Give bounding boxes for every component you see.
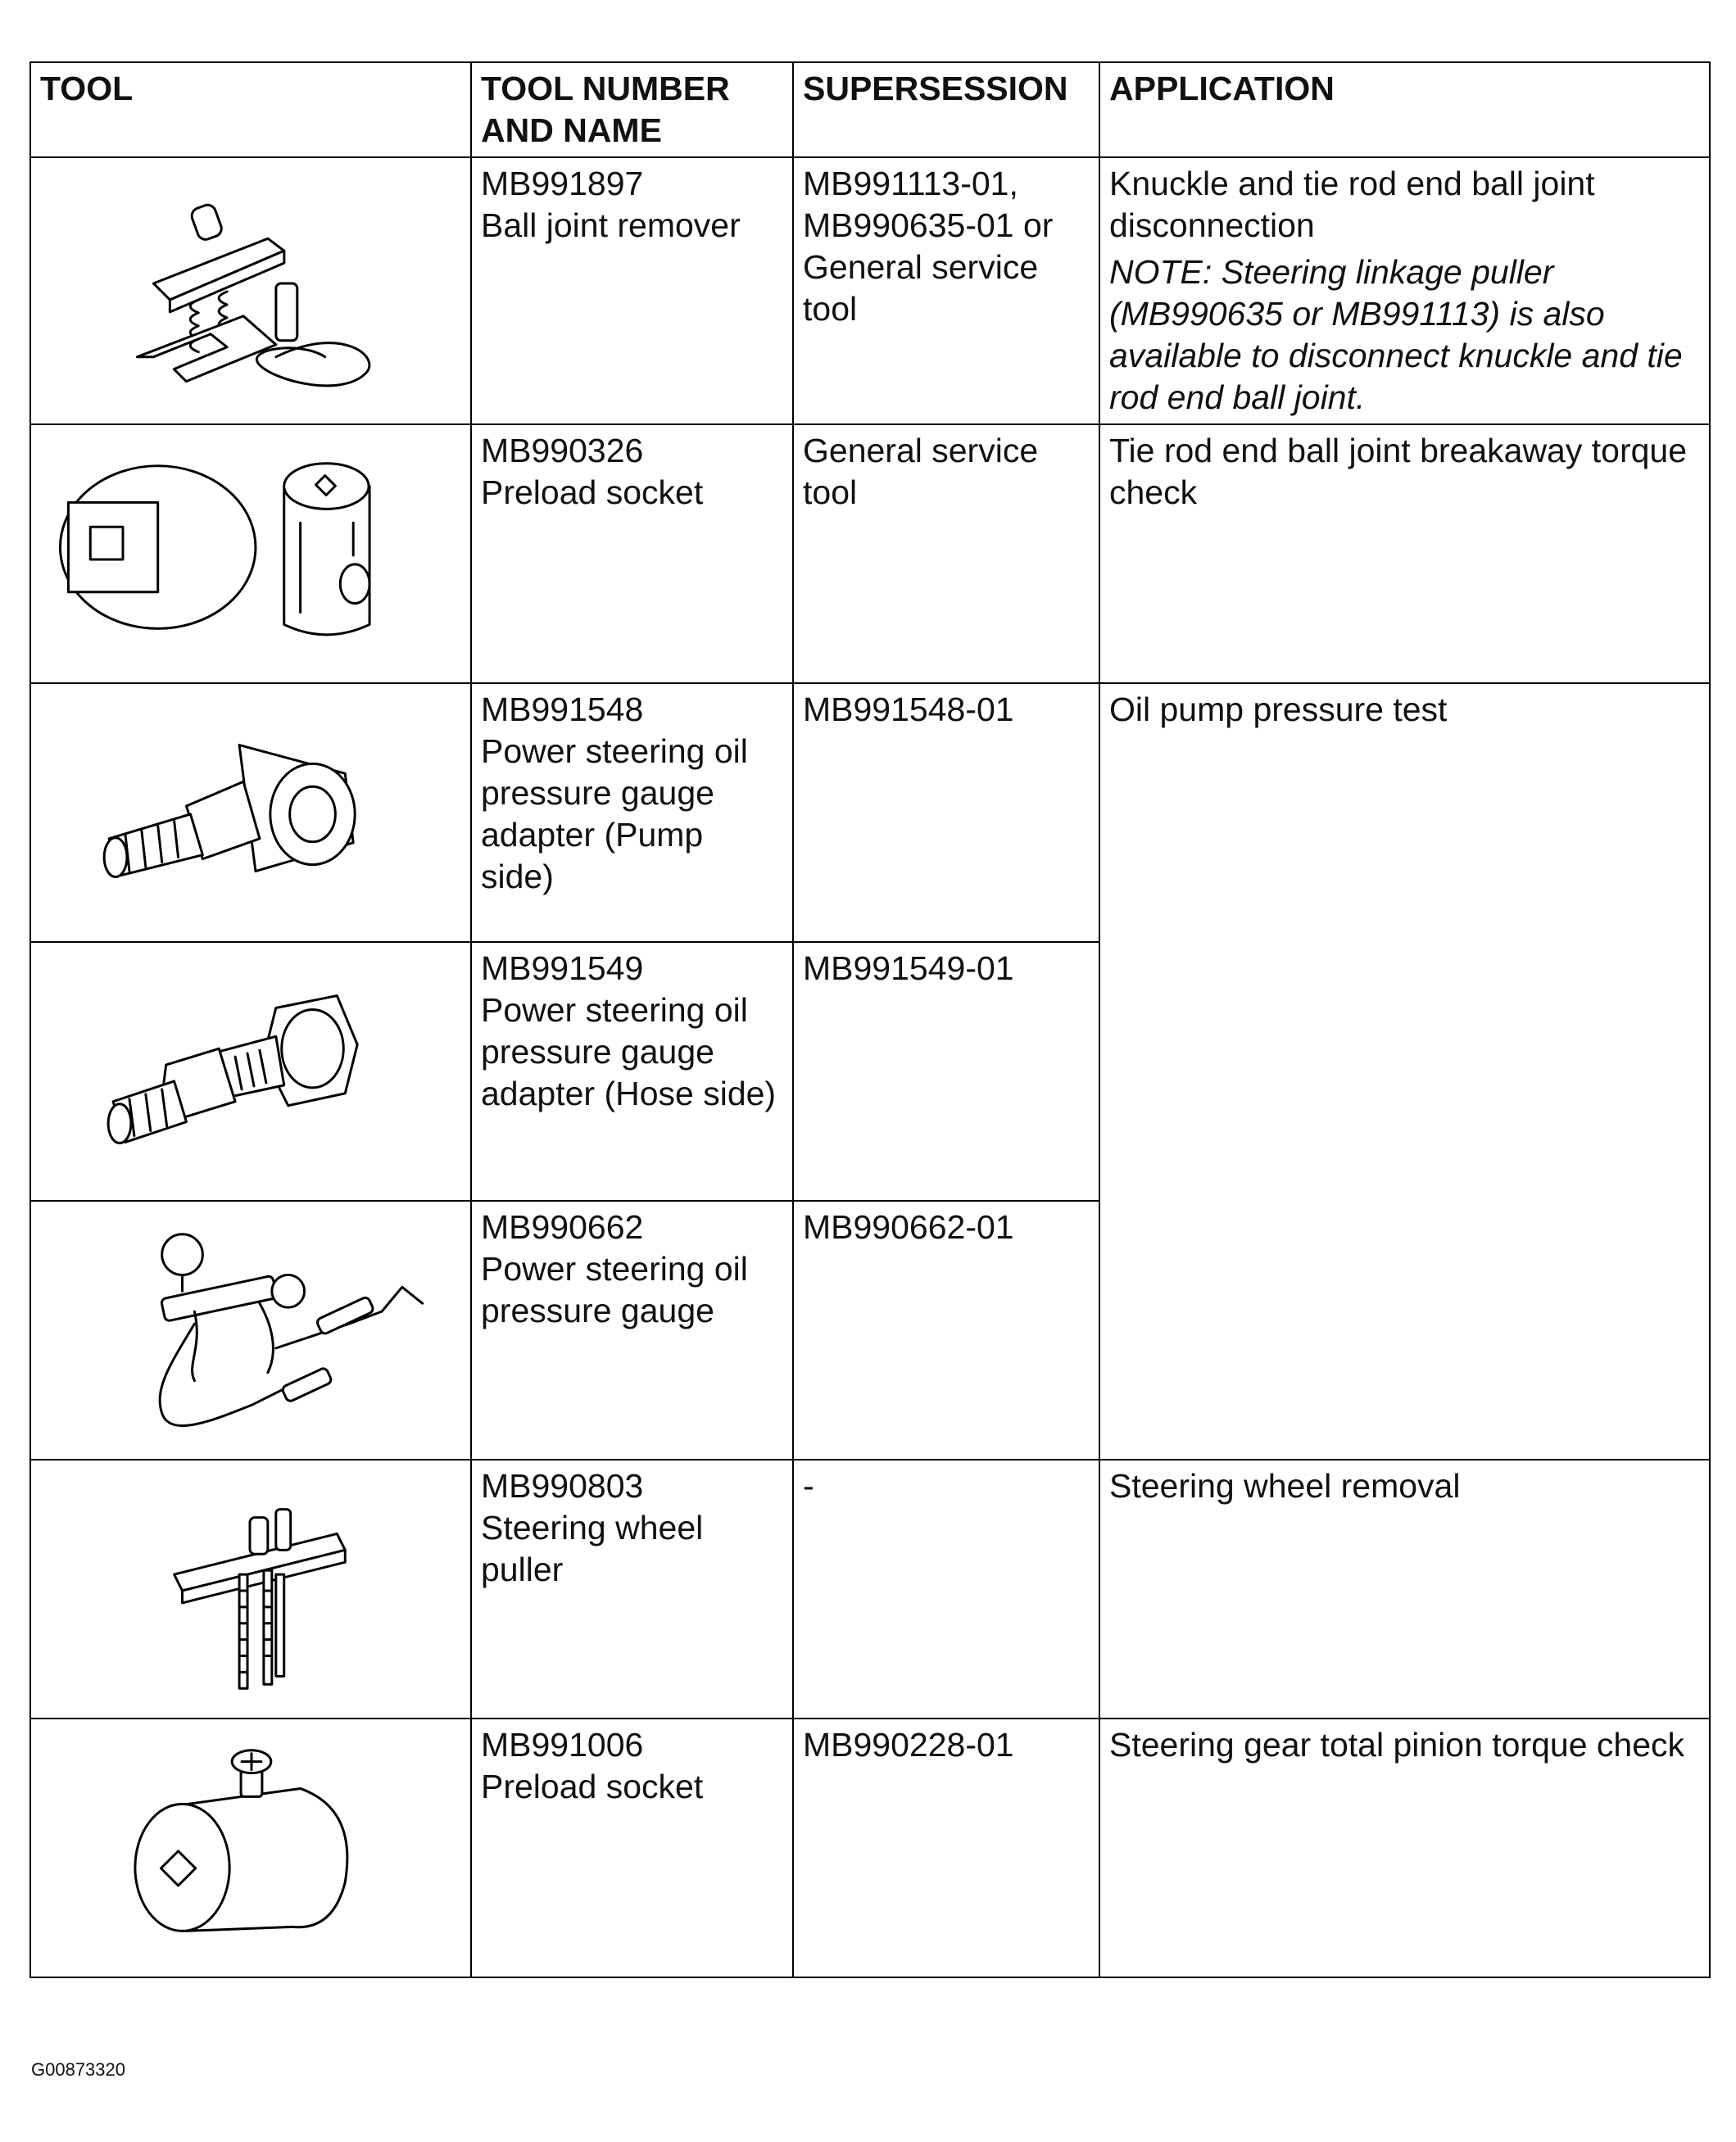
tool-illustration: [30, 1460, 471, 1719]
application-cell: [1099, 157, 1710, 424]
tool-name: Preload socket: [481, 1768, 704, 1805]
supersession-cell: MB991113-01, MB990635-01 or General service tool: [793, 157, 1099, 424]
application-cell: Oil pump pressure test: [1099, 683, 1710, 1460]
tool-illustration: [30, 1719, 471, 1977]
supersession-cell: MB991549-01: [793, 942, 1099, 1201]
supersession-cell: -: [793, 1460, 1099, 1719]
tool-number: MB990803: [481, 1467, 644, 1505]
tool-number: MB990662: [481, 1208, 644, 1246]
tool-number-cell: [471, 424, 793, 683]
supersession-cell: MB990662-01: [793, 1201, 1099, 1460]
tool-illustration: [30, 942, 471, 1201]
steering-wheel-puller-icon: [31, 1460, 470, 1718]
preload-socket-icon: [31, 425, 470, 682]
tool-number: MB990326: [481, 432, 644, 469]
application-text: Knuckle and tie rod end ball joint disconnection: [1109, 165, 1595, 244]
tool-number-cell: [471, 942, 793, 1201]
tool-number-cell: [471, 1201, 793, 1460]
tool-illustration: [30, 157, 471, 424]
tool-name: Ball joint remover: [481, 206, 741, 244]
hose-side-adapter-icon: [31, 943, 470, 1200]
tool-number: MB991897: [481, 165, 644, 202]
figure-id: G00873320: [31, 2059, 125, 2080]
table-row: [30, 1719, 1710, 1977]
header-tool-number: TOOL NUMBER AND NAME: [471, 62, 793, 157]
tool-illustration: [30, 424, 471, 683]
tool-number: MB991549: [481, 949, 644, 987]
special-tools-table: [29, 61, 1711, 1978]
tool-illustration: [30, 1201, 471, 1460]
tool-name: Preload socket: [481, 473, 704, 511]
table-row: [30, 1460, 1710, 1719]
preload-socket-icon: [31, 1719, 470, 1977]
tool-number: MB991548: [481, 691, 644, 728]
tool-name: Steering wheel puller: [481, 1509, 704, 1588]
tool-number-cell: [471, 683, 793, 942]
tool-name: Power steering oil pressure gauge: [481, 1250, 748, 1329]
tool-name: Power steering oil pressure gauge adapter (Hose side): [481, 991, 777, 1112]
tool-number-cell: [471, 1460, 793, 1719]
header-tool: TOOL: [30, 62, 471, 157]
supersession-cell: General service tool: [793, 424, 1099, 683]
ball-joint-remover-icon: [31, 158, 470, 423]
application-cell: Steering gear total pinion torque check: [1099, 1719, 1710, 1977]
header-application: APPLICATION: [1099, 62, 1710, 157]
supersession-cell: MB990228-01: [793, 1719, 1099, 1977]
table-row: [30, 157, 1710, 424]
tool-number: MB991006: [481, 1726, 644, 1764]
supersession-cell: MB991548-01: [793, 683, 1099, 942]
pressure-gauge-icon: [31, 1202, 470, 1459]
header-supersession: SUPERSESSION: [793, 62, 1099, 157]
table-row: [30, 683, 1710, 942]
application-note: NOTE: Steering linkage puller (MB990635 or MB991113) is also available to disconnect knuckle and tie rod end ball joint.: [1109, 253, 1683, 416]
pump-side-adapter-icon: [31, 684, 470, 941]
application-cell: Tie rod end ball joint breakaway torque check: [1099, 424, 1710, 683]
header-row: [30, 62, 1710, 157]
tool-number-cell: [471, 157, 793, 424]
application-cell: Steering wheel removal: [1099, 1460, 1710, 1719]
tool-name: Power steering oil pressure gauge adapter (Pump side): [481, 732, 748, 895]
tool-illustration: [30, 683, 471, 942]
tool-number-cell: [471, 1719, 793, 1977]
table-row: [30, 424, 1710, 683]
